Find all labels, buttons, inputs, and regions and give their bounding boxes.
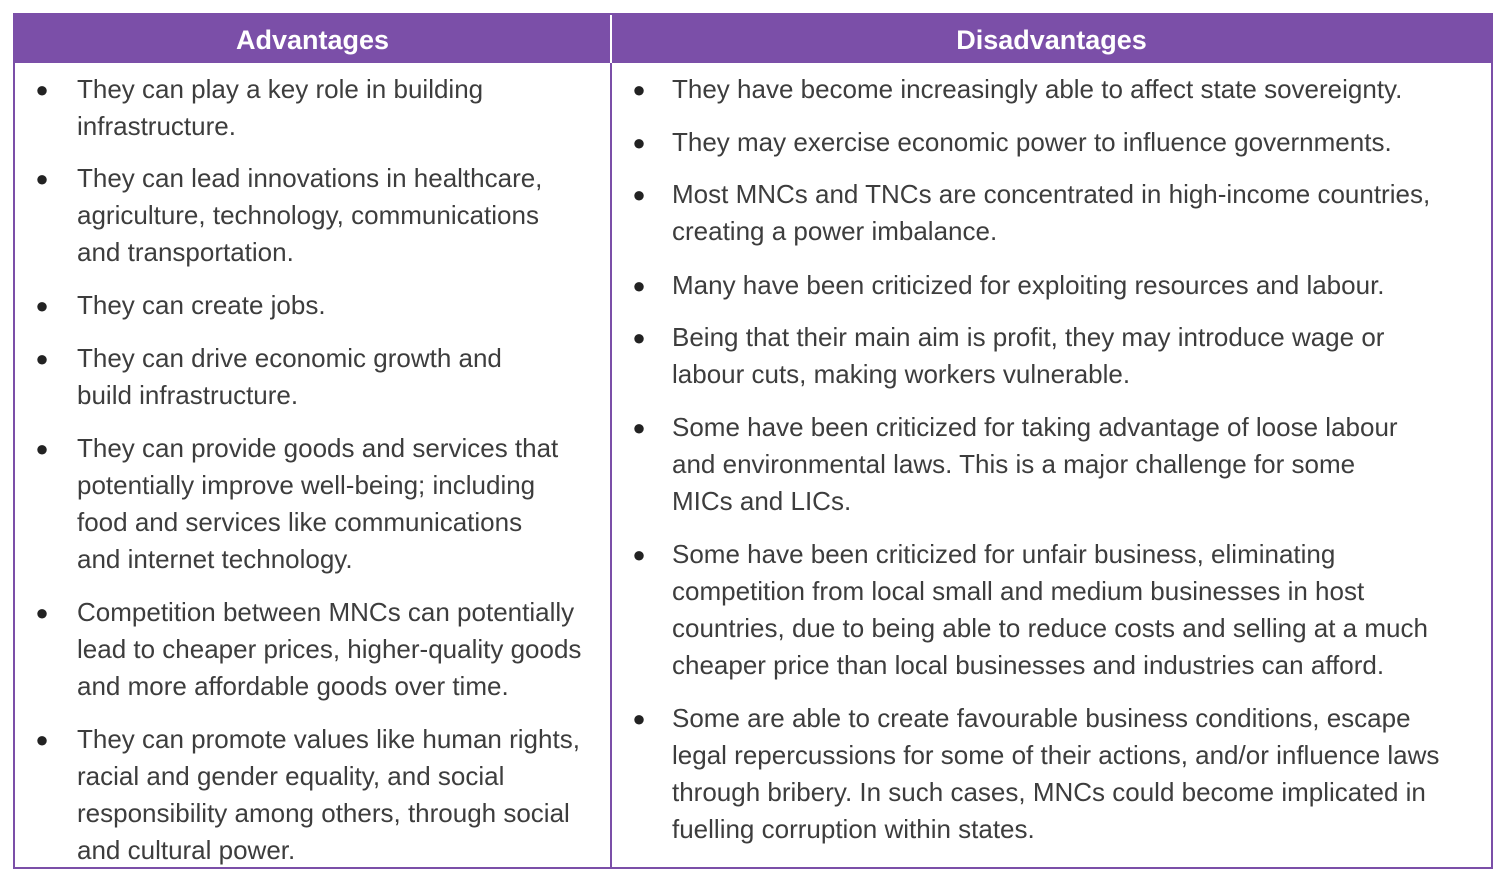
advantage-item-line: They can drive economic growth and: [77, 343, 502, 373]
disadvantage-item-line: competition from local small and medium businesses in host: [672, 576, 1365, 606]
advantages-disadvantages-table: [13, 13, 1493, 869]
advantage-item-line: They can provide goods and services that: [77, 433, 559, 463]
bullet-icon: ●: [35, 727, 49, 752]
disadvantage-item-line: MICs and LICs.: [672, 486, 852, 516]
disadvantage-item-line: and environmental laws. This is a major challenge for some: [672, 449, 1356, 479]
disadvantage-item-line: Being that their main aim is profit, they may introduce wage or: [672, 322, 1385, 352]
disadvantage-item-line: Some have been criticized for taking advantage of loose labour: [672, 412, 1398, 442]
advantage-item-line: infrastructure.: [77, 111, 236, 141]
advantage-item-line: lead to cheaper prices, higher-quality goods: [77, 634, 582, 664]
advantage-item-line: They can promote values like human rights,: [77, 724, 580, 754]
disadvantage-item-line: labour cuts, making workers vulnerable.: [672, 359, 1131, 389]
disadvantage-item-text: [672, 267, 1482, 304]
bullet-icon: ●: [35, 293, 49, 318]
disadvantage-item-line: countries, due to being able to reduce costs and selling at a much: [672, 613, 1428, 643]
advantage-item-text: [77, 340, 607, 414]
disadvantages-header: Disadvantages: [956, 25, 1147, 55]
advantage-item-text: [77, 430, 607, 578]
bullet-icon: ●: [632, 130, 646, 155]
disadvantage-item-line: creating a power imbalance.: [672, 216, 998, 246]
advantage-item-line: build infrastructure.: [77, 380, 299, 410]
advantage-item-line: potentially improve well-being; including: [77, 470, 536, 500]
bullet-icon: ●: [632, 273, 646, 298]
advantage-item-line: responsibility among others, through social: [77, 798, 570, 828]
disadvantage-item-line: cheaper price than local businesses and industries can afford.: [672, 650, 1385, 680]
advantage-item-line: and internet technology.: [77, 544, 353, 574]
bullet-icon: ●: [632, 542, 646, 567]
advantage-item-line: They can create jobs.: [77, 290, 326, 320]
bullet-icon: ●: [35, 600, 49, 625]
disadvantage-item-text: [672, 124, 1482, 161]
disadvantage-item-line: Most MNCs and TNCs are concentrated in high-income countries,: [672, 179, 1431, 209]
disadvantage-item-line: through bribery. In such cases, MNCs could become implicated in: [672, 777, 1426, 807]
disadvantage-item-text: [672, 71, 1482, 108]
advantage-item-line: They can play a key role in building: [77, 74, 484, 104]
advantage-item-line: agriculture, technology, communications: [77, 200, 539, 230]
disadvantage-item-text: [672, 409, 1482, 520]
bullet-icon: ●: [35, 346, 49, 371]
bullet-icon: ●: [632, 706, 646, 731]
bullet-icon: ●: [632, 182, 646, 207]
advantage-item-text: [77, 721, 607, 869]
advantage-item-line: They can lead innovations in healthcare,: [77, 163, 543, 193]
disadvantage-item-text: [672, 536, 1482, 684]
advantage-item-text: [77, 160, 607, 271]
advantage-item-text: [77, 71, 607, 145]
bullet-icon: ●: [632, 77, 646, 102]
bullet-icon: ●: [632, 415, 646, 440]
bullet-icon: ●: [632, 325, 646, 350]
disadvantage-item-text: [672, 319, 1482, 393]
bullet-icon: ●: [35, 166, 49, 191]
advantage-item-line: racial and gender equality, and social: [77, 761, 505, 791]
advantages-header: Advantages: [235, 25, 390, 55]
disadvantage-item-line: They may exercise economic power to influence governments.: [672, 127, 1392, 157]
advantage-item-line: and cultural power.: [77, 835, 296, 865]
disadvantage-item-text: [672, 700, 1482, 848]
disadvantage-item-line: They have become increasingly able to affect state sovereignty.: [672, 74, 1403, 104]
advantage-item-text: [77, 594, 607, 705]
advantage-item-line: and transportation.: [77, 237, 294, 267]
advantage-item-line: food and services like communications: [77, 507, 523, 537]
bullet-icon: ●: [35, 77, 49, 102]
table-header-row: [15, 15, 1491, 63]
advantage-item-line: Competition between MNCs can potentially: [77, 597, 575, 627]
disadvantage-item-line: Some have been criticized for unfair business, eliminating: [672, 539, 1336, 569]
disadvantage-item-line: Many have been criticized for exploiting resources and labour.: [672, 270, 1385, 300]
disadvantage-item-line: legal repercussions for some of their actions, and/or influence laws: [672, 740, 1440, 770]
column-divider: [610, 63, 612, 867]
bullet-icon: ●: [35, 436, 49, 461]
disadvantage-item-line: fuelling corruption within states.: [672, 814, 1035, 844]
disadvantage-item-text: [672, 176, 1482, 250]
disadvantage-item-line: Some are able to create favourable business conditions, escape: [672, 703, 1411, 733]
advantage-item-text: [77, 287, 607, 324]
advantage-item-line: and more affordable goods over time.: [77, 671, 509, 701]
